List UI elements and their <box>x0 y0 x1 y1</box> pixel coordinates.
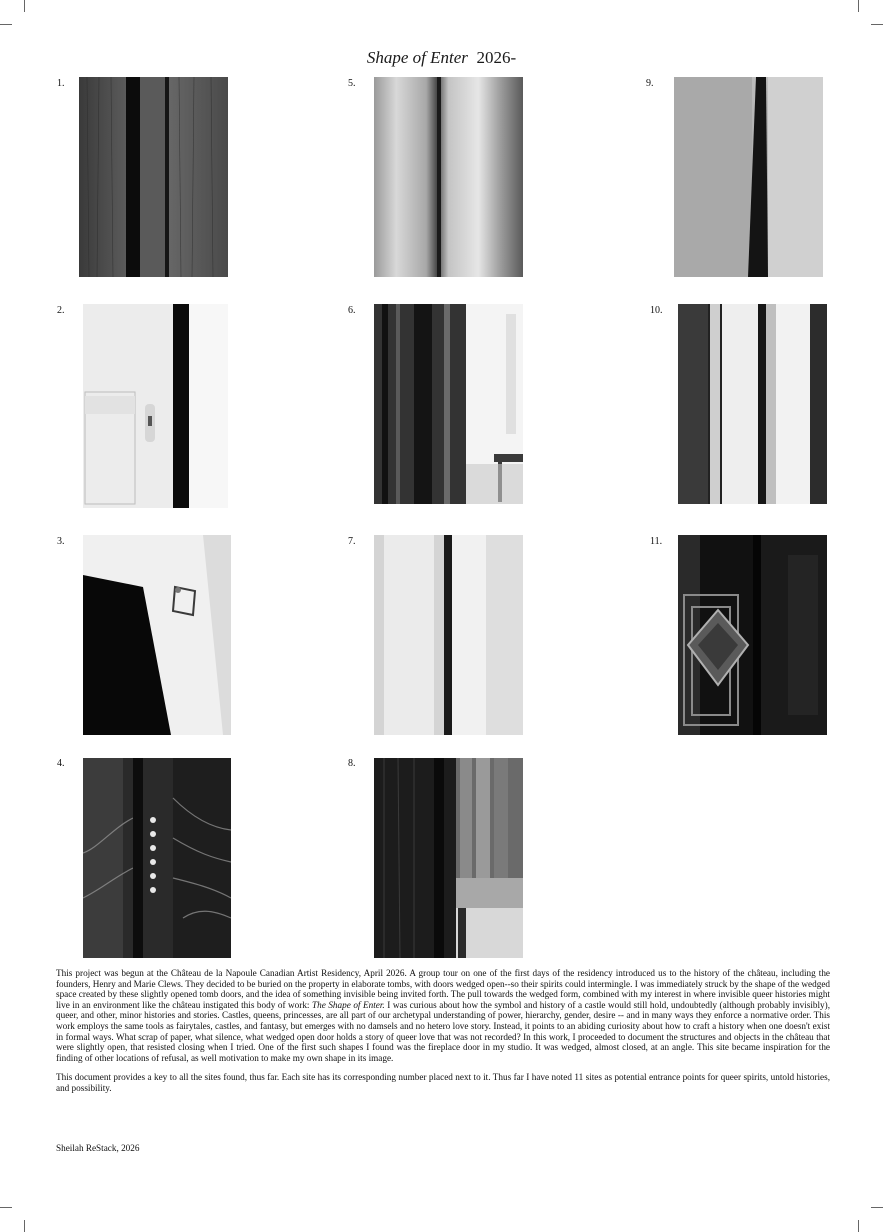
paragraph-1 <box>56 968 830 1063</box>
photo-number-5: 5. <box>348 78 356 89</box>
photo-number-3: 3. <box>57 536 65 547</box>
photo-number-11: 11. <box>650 536 663 547</box>
project-description <box>56 968 830 1103</box>
work-title-italic: The Shape of Enter. <box>312 999 385 1010</box>
crop-mark-top-right-h <box>871 24 883 25</box>
photo-number-1: 1. <box>57 78 65 89</box>
crop-mark-top-left-h <box>0 24 12 25</box>
crop-mark-bottom-left <box>24 1220 25 1232</box>
photo-11-carved-panel <box>678 535 827 735</box>
photo-6-door-window <box>374 304 523 504</box>
paragraph-1-text-b: I was curious about how the symbol and history of a castle would still hold, undoubtedly (although probably invisibly), queer, and other, minor histories and stories. Castles, queens, princesses, are all part of our archetypal understanding of power, hierarchy, gender, desire -- and in many ways they enforce a normative order. This work employs the same tools as fairytales, castles, and fantasy, but emerges with no damsels and no hetero love story. Instead, it points to an abiding curiosity about how to craft a history when one doesn't exist in formal ways. What scrap of paper, what silence, what wedged open door holds a story of queer love that was not recorded? In this work, I proceeded to document the structures and objects in the château that were slightly open, that resisted closing when I tried. One of the first such shapes I found was the fireplace door in my studio. It was wedged, almost closed, at an angle. This site became inspiration for the finding of other locations of refusal, as well motivation to make my own shape in its image. <box>56 999 830 1063</box>
paragraph-1-text-a: This project was begun at the Château de la Napoule Canadian Artist Residency, April 2026. A group tour on one of the first days of the residency introduced us to the history of the château, including the founders, Henry and Marie Clews. They decided to be buried on the property in elaborate tombs, with doors wedged open--so their spirits could intermingle. I was immediately struck by the shape of the wedged space created by these slightly opened tomb doors, and the idea of something invisible being invited forth. The pull towards the wedged form, combined with my interest in where invisible queer histories might live in an environment like the château instigated this body of work: <box>56 968 830 1010</box>
photo-number-8: 8. <box>348 758 356 769</box>
crop-mark-bottom-right <box>858 1220 859 1232</box>
crop-mark-top-right <box>858 0 859 12</box>
photo-number-9: 9. <box>646 78 654 89</box>
photo-2-white-door <box>83 304 228 508</box>
photo-7-white-seam <box>374 535 523 735</box>
title-year: 2026- <box>476 48 517 67</box>
photo-number-10: 10. <box>650 305 663 316</box>
crop-mark-top-left <box>24 0 25 12</box>
photo-8-wood-books <box>374 758 523 958</box>
photo-9-wall-edge <box>674 77 823 277</box>
photo-1-wood-gap <box>79 77 228 277</box>
crop-mark-bottom-right-h <box>871 1207 883 1208</box>
photo-5-metal-seam <box>374 77 523 277</box>
photo-number-4: 4. <box>57 758 65 769</box>
photo-4-ornate-metal <box>83 758 231 958</box>
signature: Sheilah ReStack, 2026 <box>56 1143 140 1153</box>
photo-number-6: 6. <box>348 305 356 316</box>
paragraph-2: This document provides a key to all the sites found, thus far. Each site has its corresponding number placed next to it. Thus far I have noted 11 sites as potential entrance points for queer spirits, untold histories, and possibility. <box>56 1072 830 1093</box>
page-title <box>0 48 883 68</box>
crop-mark-bottom-left-h <box>0 1207 12 1208</box>
photo-number-2: 2. <box>57 305 65 316</box>
title-main: Shape of Enter <box>366 48 468 67</box>
photo-number-7: 7. <box>348 536 356 547</box>
photo-10-white-pillars <box>678 304 827 504</box>
photo-3-dark-panel <box>83 535 231 735</box>
